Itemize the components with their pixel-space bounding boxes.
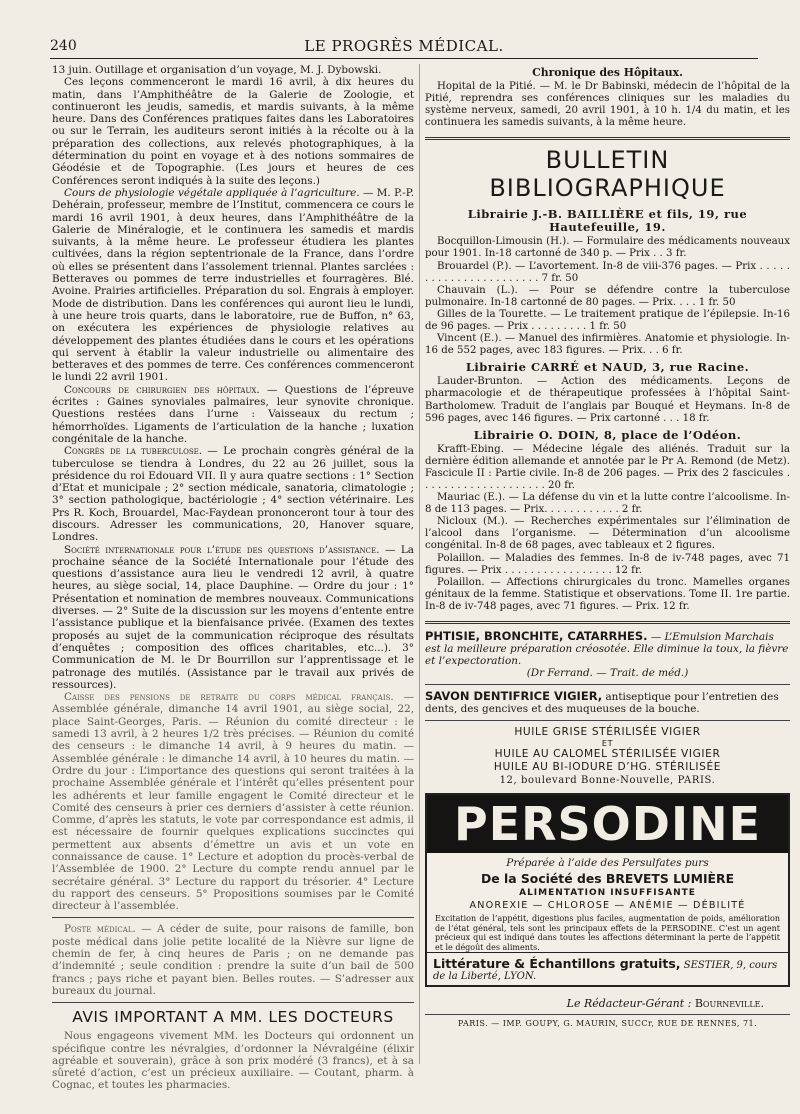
- huile-et: ET: [601, 739, 614, 748]
- divider-rule: [52, 1002, 414, 1003]
- persodine-samples: Littérature & Échantillons gratuits,: [433, 956, 681, 972]
- book-entry: Lauder-Brunton. — Action des médicaments. Leçons de pharmacologie et de thérapeutique professées à l’hôpital Saint-Bartholomew. Traduit de l’anglais par Bouqué et Heymans. In-8 de 596 pages, avec 146 figures. — Prix cartonné . . . 18 fr.: [425, 376, 790, 424]
- paragraph-physiologie: [52, 187, 414, 384]
- caisse-head: Caisse des pensions de retraite du corps médical français.: [64, 691, 394, 704]
- book-entry: Polaillon. — Affections chirurgicales du tronc. Mamelles organes génitaux de la femme. Statistique et observations. Tome II. 1re partie. In-8 de iv-748 pages, avec 71 figures. — Prix. 12 fr.: [425, 576, 790, 612]
- savon-head: SAVON DENTIFRICE VIGIER,: [425, 689, 603, 703]
- book-entry: Krafft-Ebing. — Médecine légale des aliénés. Traduit sur la dernière édition allemande et annotée par le Pr A. Remond (de Metz). Fascicule II : Partie civile. In-8 de 206 pages. — Prix des 2 fascicules . . . . . . . . . . . . . . . . . . . . 20 fr.: [425, 443, 790, 491]
- phtisie-head: PHTISIE, BRONCHITE, CATARRHES.: [425, 629, 648, 643]
- doin-list: [425, 444, 790, 613]
- huile-line: HUILE AU CALOMEL STÉRILISÉE VIGIER: [494, 748, 721, 760]
- persodine-subtitle: Préparée à l’aide des Persulfates purs: [506, 857, 709, 869]
- librairie-bailliere: Librairie J.-B. BAILLIÈRE et fils, 19, rue Hautefeuille, 19.: [467, 207, 748, 235]
- persodine-indications: ANOREXIE — CHLOROSE — ANÉMIE — DÉBILITÉ: [469, 900, 746, 911]
- book-entry: Chauvain (L.). — Pour se défendre contre la tuberculose pulmonaire. In-18 cartonné de 80 pages. — Prix. . . . 1 fr. 50: [425, 284, 790, 308]
- societe-head: Société internationale pour l’étude des questions d’assistance.: [64, 543, 380, 556]
- persodine-societe: De la Société des BREVETS LUMIÈRE: [480, 871, 735, 886]
- persodine-alimentation: ALIMENTATION INSUFFISANTE: [519, 888, 696, 898]
- chronique-body: Hopital de la Pitié. — M. le Dr Babinski, médecin de l’hôpital de la Pitié, reprendra ses conférences cliniques sur les maladies du système nerveux, samedi, 20 avril 1901, à 10 h. 1/4 du matin, et les continuera les samedis suivants, à la même heure.: [425, 81, 790, 129]
- ad-persodine: [425, 793, 790, 987]
- paragraph-avis: Nous engageons vivement MM. les Docteurs qui ordonnent un spécifique contre les névralgies, d’ordonner la Névralgéine (élixir agréable et souverain), grâce à son prix modéré (3 francs), et à sa sûreté d’action, c’est un précieux auxiliaire. — Coutant, pharm. à Cognac, et toutes les pharmacies.: [52, 1030, 414, 1092]
- phtisie-body: — L’Emulsion Marchais est la meilleure préparation créosotée. Elle diminue la toux, la fièvre et l’expectoration.: [425, 631, 789, 667]
- huile-line: HUILE AU BI-IODURE D’HG. STÉRILISÉE: [493, 761, 722, 773]
- poste-head: Poste médical.: [64, 923, 136, 936]
- right-column: [425, 64, 790, 1064]
- book-entry: Nicloux (M.). — Recherches expérimentales sur l’élimination de l’alcool dans l’organisme. — Détermination d’un alcoolisme congénital. In-8 de 68 pages, avec tableaux et 2 figures.: [425, 516, 790, 552]
- double-rule: [425, 137, 790, 140]
- persodine-logo: PERSODINE: [427, 795, 788, 853]
- book-entry: Bocquillon-Limousin (H.). — Formulaire des médicaments nouveaux pour 1901. In-18 cartonné de 340 p. — Prix . . 3 fr.: [425, 236, 790, 260]
- huile-address: 12, boulevard Bonne-Nouvelle, PARIS.: [499, 775, 716, 786]
- printer-imprint: PARIS. — IMP. GOUPY, G. MAURIN, SUCCr, RUE DE RENNES, 71.: [425, 1014, 790, 1028]
- persodine-footer: [427, 952, 788, 985]
- physiologie-body: — M. P.-P. Dehérain, professeur, membre de l’Institut, commencera ce cours le mardi 16 avril 1901, à deux heures, dans l’Amphithéâtre de la Galerie de Minéralogie, et le continuera les samedis et mardis suivants, à la même heure. Le professeur étudiera les plantes cultivées, dans la région septentrionale de la France, dans l’ordre où elles se présentent dans l’assolement triennal. Plantes sarclées : Betteraves ou pommes de terre industrielles et fourragères. Blé. Avoine. Prairies artificielles. Préparation du sol. Engrais à employer. Mode de distribution. Dans les conférences qui auront lieu le lundi, à une heure trois quarts, dans le laboratoire, rue de Buffon, n° 63, on exécutera les expériences de physiologie relatives au développement des plantes étudiées dans le cours et les opérations qui servent à établir la valeur industrielle ou alimentaire des betteraves et des pommes de terre. Ces conférences commenceront le lundi 22 avril 1901.: [52, 186, 414, 384]
- paragraph-congres: [52, 445, 414, 543]
- congres-head: Congrès de la tuberculose.: [64, 445, 203, 458]
- double-rule: [425, 621, 790, 624]
- book-entry: Brouardel (P.). — L’avortement. In-8 de viii-376 pages. — Prix . . . . . . . . . . . . . . . . . . . . . . . 7 fr. 50: [425, 260, 790, 284]
- divider-rule: [425, 720, 790, 721]
- paragraph-societe: [52, 544, 414, 692]
- chronique-title: Chronique des Hôpitaux.: [532, 66, 683, 79]
- gerant-label: Le Rédacteur-Gérant :: [566, 997, 692, 1011]
- concours-body: — Questions de l’épreuve écrites : Gaines synoviales palmaires, leur synovite chronique. Questions restées dans l’urne : Vaisseaux du rectum ; hémorrhoïdes. Ligaments de l’articulation de la hanche ; luxation congénitale de la hanche.: [52, 383, 414, 445]
- librairie-carre: Librairie CARRÉ et NAUD, 3, rue Racine.: [465, 360, 750, 375]
- paragraph-poste: [52, 923, 414, 997]
- savon-body: antiseptique pour l’entretien des dents, des gencives et des muqueuses de la bouche.: [425, 691, 779, 715]
- redacteur-gerant: [425, 997, 764, 1010]
- book-entry: Mauriac (E.). — La défense du vin et la lutte contre l’alcoolisme. In-8 de 113 pages. — Prix. . . . . . . . . . . . 2 fr.: [425, 492, 790, 516]
- bailliere-list: [425, 236, 790, 357]
- journal-title: LE PROGRÈS MÉDICAL.: [304, 37, 504, 55]
- left-column: [52, 64, 415, 1092]
- ad-savon: [425, 690, 790, 715]
- persodine-address: SESTIER, 9, cours de la Liberté, LYON.: [433, 960, 778, 983]
- persodine-description: Excitation de l’appétit, digestions plus faciles, augmentation de poids, amélioration de l’état général, tels sont les principaux effets de la PERSODINE. C’est un agent précieux qui est indiqué dans toutes les affections déterminant la perte de l’appétit et le dégoût des aliments.: [435, 914, 780, 952]
- bulletin-title: BULLETIN BIBLIOGRAPHIQUE: [489, 146, 726, 203]
- gerant-name: Bourneville.: [694, 997, 764, 1011]
- page-header: [50, 36, 758, 59]
- paragraph-concours: [52, 384, 414, 445]
- paragraph-dybowski: 13 juin. Outillage et organisation d’un voyage, M. J. Dybowski.: [52, 64, 382, 76]
- ad-huile-vigier: [425, 726, 790, 787]
- divider-rule: [52, 917, 414, 918]
- congres-body: — Le prochain congrès général de la tuberculose se tiendra à Londres, du 22 au 26 juillet, sous la présidence du roi Edouard VII. Il y aura quatre sections : 1° Section d’Etat et municipale ; 2° section médicale, sanatoria, climatologie ; 3° section pathologique, bactériologie ; 4° section vétérinaire. Les Prs R. Koch, Brouardel, Mac-Faydean prononceront tour à tour des discours. Adresser les communications, 20, Hanover square, Londres.: [52, 445, 414, 544]
- book-entry: Gilles de la Tourette. — Le traitement pratique de l’épilepsie. In-16 de 96 pages. — Prix . . . . . . . . . 1 fr. 50: [425, 308, 790, 333]
- societe-body: — La prochaine séance de la Société Internationale pour l’étude des questions d’assistance aura lieu le vendredi 12 avril, à quatre heures, au siège social, 14, place Dauphine. — Ordre du jour : 1° Présentation et nomination de membres nouveaux. Communications diverses. — 2° Suite de la discussion sur les moyens d’entente entre l’assistance publique et la bienfaisance privée. (Examen des textes proposés au sujet de la communication réciproque des résultats d’enquêtes ; composition des offices charitables, etc...). 3° Communication de M. le Dr Bourrillon sur l’apprentissage et le patronage des mutilés. (Assistance par le travail aux privés de ressources).: [52, 543, 415, 691]
- paragraph-lecons: Ces leçons commenceront le mardi 16 avril, à dix heures du matin, dans l’Amphithéâtre de la Galerie de Zoologie, et continueront les jeudis, samedis, et mardis suivants, à la même heure. Dans des Conférences pratiques faites dans les Laboratoires ou sur le Terrain, les auditeurs seront initiés à la récolte ou à la préparation des collections, aux relevés photographiques, à la détermination du point en voyage et à des notions sommaires de Géodésie et de Topographie. (Les jours et heures de ces Conférences seront indiqués à la suite des leçons.): [52, 76, 414, 187]
- physiologie-title: Cours de physiologie végétale appliquée à l’agriculture.: [64, 186, 360, 199]
- huile-line: HUILE GRISE STÉRILISÉE VIGIER: [514, 726, 701, 738]
- librairie-doin: Librairie O. DOIN, 8, place de l’Odéon.: [473, 427, 742, 442]
- avis-title: AVIS IMPORTANT A MM. LES DOCTEURS: [72, 1008, 394, 1027]
- divider-rule: [425, 684, 790, 685]
- poste-body: — A céder de suite, pour raisons de famille, bon poste médical dans jolie petite localité de la Nièvre sur ligne de chemin de fer, à cinq heures de Paris ; on ne demande pas d’indemnité ; seule condition : prendre la suite d’un bail de 500 francs ; pays riche et payant bien. Belles routes. — S’adresser aux bureaux du journal.: [52, 923, 414, 997]
- book-entry: Vincent (E.). — Manuel des infirmières. Anatomie et physiologie. In-16 de 552 pages, avec 183 figures. — Prix. . . 6 fr.: [425, 333, 790, 357]
- paragraph-caisse: [52, 691, 414, 912]
- phtisie-signature: (Dr Ferrand. — Trait. de méd.): [526, 667, 689, 679]
- caisse-body: — Assemblée générale, dimanche 14 avril 1901, au siège social, 22, place Saint-Georges, Paris. — Réunion du comité directeur : le samedi 13 avril, à 2 heures 1/2 très précises. — Réunion du comité des censeurs : le dimanche 14 avril, à 9 heures du matin. — Assemblée générale : le dimanche 14 avril, à 10 heures du matin. — Ordre du jour : L’importance des questions qui seront traitées à la prochaine Assemblée générale et l’intérêt qu’elles présentent pour les adhérents et leur famille engagent le Comité directeur et le Comité des censeurs à prier ces derniers d’assister à cette réunion. Comme, d’après les statuts, le vote par correspondance est admis, il est nécessaire de fournir quelques explications succinctes qui permettent aux absents d’émettre un avis et un vote en connaissance de cause. 1° Lecture et adoption du procès-verbal de l’Assemblée de 1900. 2° Lecture du compte rendu annuel par le secrétaire général. 3° Lecture du rapport du trésorier. 4° Lecture du rapport des censeurs. 5° Propositions soumises par le Comité directeur à l’assemblée.: [52, 691, 414, 913]
- ad-phtisie: [425, 630, 790, 679]
- concours-head: Concours de chirurgien des hôpitaux.: [64, 383, 260, 396]
- book-entry: Polaillon. — Maladies des femmes. In-8 de iv-748 pages, avec 71 figures. — Prix . . . . . . . . . . . . . . . . . 12 fr.: [425, 552, 790, 576]
- column-divider: [419, 64, 420, 1064]
- page-number: 240: [50, 38, 77, 54]
